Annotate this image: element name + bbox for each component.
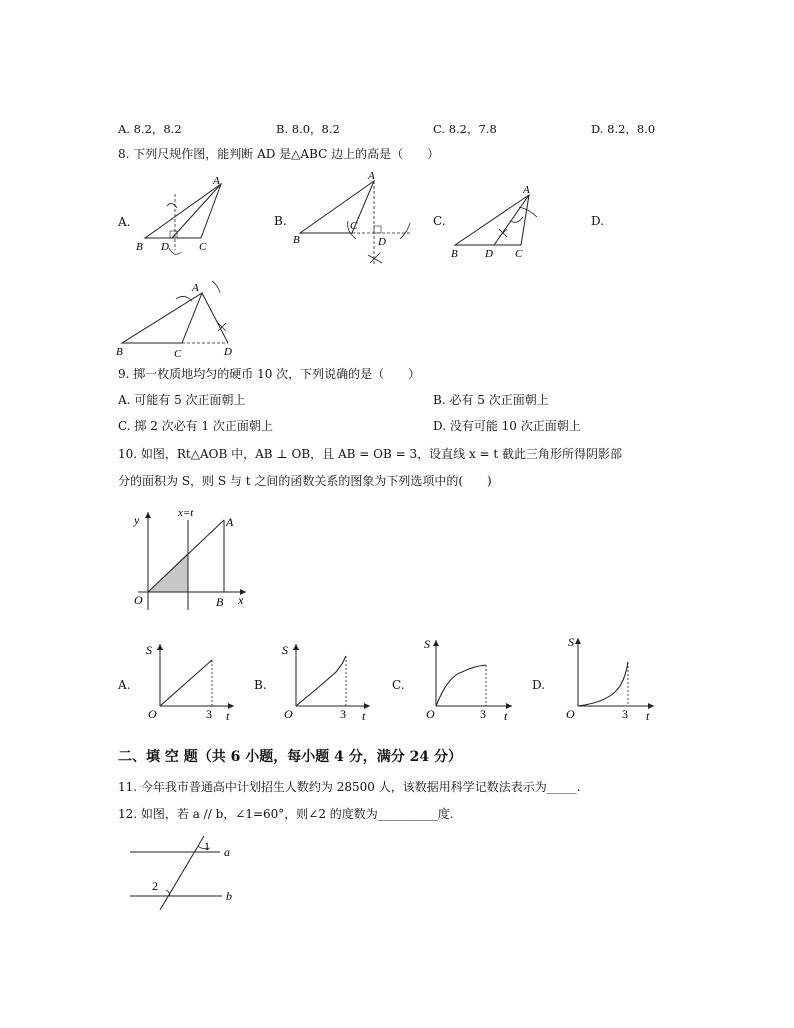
q8b-point-c: C: [350, 220, 358, 232]
q7-option-b: B. 8.0，8.2: [276, 122, 340, 136]
q10-main-figure: [128, 504, 254, 616]
q8-label-b: B.: [274, 214, 287, 228]
q10b-s: S: [282, 643, 288, 657]
q10-choice-a-graph: [144, 636, 244, 722]
q10-choice-c-label: C.: [392, 678, 405, 692]
q8d-point-c: C: [174, 348, 182, 360]
q9-option-c: C. 掷 2 次必有 1 次正面朝上: [118, 419, 273, 433]
q10-point-o: O: [134, 593, 143, 607]
q10-axis-y: y: [134, 513, 140, 527]
q12-line-b: b: [226, 889, 232, 903]
q10-line-label: x=t: [178, 507, 194, 519]
q8-stem: 8. 下列尺规作图，能判断 AD 是△ABC 边上的高是（ ）: [118, 147, 440, 161]
section2-heading: 二、填 空 题（共 6 小题，每小题 4 分，满分 24 分）: [118, 749, 462, 765]
q10-choice-b-graph: [280, 636, 380, 722]
q8c-point-b: B: [451, 248, 458, 260]
q7-option-d: D. 8.2，8.0: [591, 122, 656, 136]
q10-stem-line1: 10. 如图，Rt△AOB 中，AB ⊥ OB，且 AB = OB = 3，设直线 x = t 截此三角形所得阴影部: [118, 447, 623, 461]
q10c-t: t: [504, 709, 508, 722]
q10b-t: t: [362, 709, 366, 722]
q8d-point-a: A: [192, 282, 199, 294]
q12-angle-1: 1: [204, 839, 210, 853]
q10-axis-x: x: [238, 593, 244, 607]
q12-line-a: a: [224, 845, 230, 859]
q11-stem: 11. 今年我市普通高中计划招生人数约为 28500 人，该数据用科学记数法表示为_____.: [118, 780, 581, 794]
q10-point-b: B: [216, 595, 224, 609]
q8c-point-a: A: [523, 184, 530, 196]
q8-figure-a: [133, 172, 233, 264]
q8c-point-d: D: [485, 248, 493, 260]
q9-option-a: A. 可能有 5 次正面朝上: [118, 393, 246, 407]
q8-figure-d: [114, 279, 244, 361]
q8d-point-b: B: [116, 346, 123, 358]
q10b-three: 3: [340, 707, 346, 721]
q8a-point-a: A: [213, 175, 220, 187]
q8-label-c: C.: [433, 214, 446, 228]
q8a-point-c: C: [199, 241, 207, 253]
q8a-point-b: B: [136, 241, 143, 253]
q10d-t: t: [646, 709, 650, 722]
q12-angle-2: 2: [152, 879, 158, 893]
q10a-o: O: [148, 707, 157, 721]
q10-stem-line2: 分的面积为 S，则 S 与 t 之间的函数关系的图象为下列选项中的( ): [118, 474, 492, 488]
q10a-t: t: [226, 709, 230, 722]
q10-choice-d-label: D.: [532, 678, 546, 692]
q10d-s: S: [568, 635, 574, 649]
q12-figure: [126, 834, 246, 910]
q7-option-c: C. 8.2，7.8: [433, 122, 497, 136]
q8-figure-b: [290, 167, 415, 270]
q8-label-a: A.: [118, 215, 131, 229]
q8a-point-d: D: [161, 241, 169, 253]
q7-option-a: A. 8.2，8.2: [118, 122, 182, 136]
q10a-s: S: [146, 643, 152, 657]
q10d-o: O: [566, 707, 575, 721]
q8d-point-d: D: [224, 346, 232, 358]
q10c-o: O: [426, 707, 435, 721]
q9-option-b: B. 必有 5 次正面朝上: [433, 393, 549, 407]
q10c-three: 3: [480, 707, 486, 721]
q9-option-d: D. 没有可能 10 次正面朝上: [433, 419, 581, 433]
q10c-s: S: [424, 637, 430, 651]
q10b-o: O: [284, 707, 293, 721]
q8c-point-c: C: [515, 248, 523, 260]
q10-choice-c-graph: [422, 632, 522, 722]
q10-choice-b-label: B.: [254, 678, 267, 692]
q8b-point-d: D: [378, 236, 386, 248]
q10-choice-a-label: A.: [118, 678, 131, 692]
q8b-point-a: A: [368, 170, 375, 182]
q10a-three: 3: [206, 707, 212, 721]
q8-figure-c: [447, 181, 547, 263]
q12-stem: 12. 如图，若 a // b，∠1=60°，则∠2 的度数为__________度.: [118, 807, 454, 821]
q8-label-d: D.: [591, 214, 605, 228]
q10d-three: 3: [622, 707, 628, 721]
q10-choice-d-graph: [564, 630, 664, 722]
q8b-point-b: B: [293, 234, 300, 246]
q9-stem: 9. 掷一枚质地均匀的硬币 10 次，下列说确的是（ ）: [118, 367, 421, 381]
q10-point-a: A: [226, 515, 234, 529]
